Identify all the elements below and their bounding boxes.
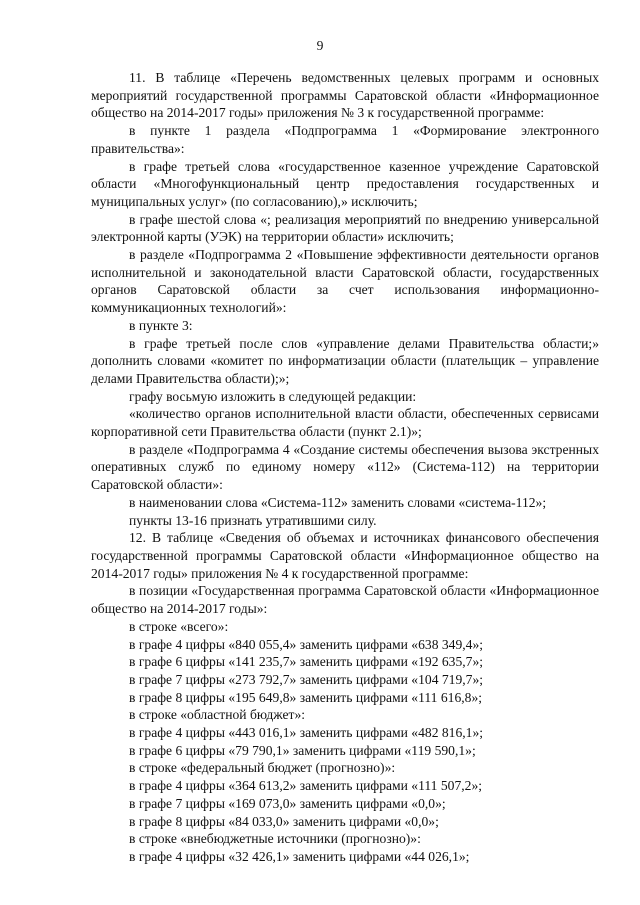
list-item: в графе 6 цифры «141 235,7» заменить цифрами «192 635,7»; bbox=[129, 654, 484, 670]
paragraph: «количество органов исполнительной власти области, обеспеченных сервисами корпоративной сети Правительства области (пункт 2.1)»; bbox=[91, 406, 599, 440]
paragraph: 11. В таблице «Перечень ведомственных целевых программ и основных мероприятий государственной программы Саратовской области «Информационное общество на 2014-2017 годы» приложения № 3 к государственной программе: bbox=[91, 70, 599, 121]
paragraph: в графе третьей слова «государственное казенное учреждение Саратовской области «Многофункциональный центр предоставления государственных и муниципальных услуг» (по согласованию),» исключить; bbox=[91, 158, 599, 209]
paragraph: в пункте 3: bbox=[129, 317, 193, 333]
list-item: в строке «всего»: bbox=[129, 618, 229, 634]
paragraph: пункты 13-16 признать утратившими силу. bbox=[129, 512, 377, 528]
paragraph: 12. В таблице «Сведения об объемах и источниках финансового обеспечения государственной программы Саратовской области «Информационное общество на 2014-2017 годы» приложения № 4 к государственной программе: bbox=[91, 530, 599, 581]
list-item: в графе 4 цифры «32 426,1» заменить цифрами «44 026,1»; bbox=[129, 848, 470, 864]
paragraph: в графе третьей после слов «управление делами Правительства области;» дополнить словами «комитет по информатизации области (плательщик – управление делами Правительства области);»; bbox=[91, 335, 599, 386]
paragraph: в разделе «Подпрограмма 2 «Повышение эффективности деятельности органов исполнительной и законодательной власти Саратовской области, государственных органов Саратовской области за счет использования информационно-коммуникационных технологий»: bbox=[91, 247, 599, 316]
paragraph: в разделе «Подпрограмма 4 «Создание системы обеспечения вызова экстренных оперативных служб по единому номеру «112» (Система-112) на территории Саратовской области»: bbox=[91, 441, 599, 493]
paragraph: в позиции «Государственная программа Саратовской области «Информационное общество на 2014-2017 годы»: bbox=[91, 583, 599, 617]
list-item: в графе 7 цифры «169 073,0» заменить цифрами «0,0»; bbox=[129, 795, 446, 811]
paragraph: в наименовании слова «Система-112» заменить словами «система-112»; bbox=[129, 494, 547, 510]
list-item: в графе 6 цифры «79 790,1» заменить цифрами «119 590,1»; bbox=[129, 742, 476, 758]
page-number: 9 bbox=[316, 38, 324, 53]
list-item: в графе 4 цифры «840 055,4» заменить цифрами «638 349,4»; bbox=[129, 636, 484, 652]
paragraph: в пункте 1 раздела «Подпрограмма 1 «Формирование электронного правительства»: bbox=[91, 123, 599, 156]
document-body bbox=[91, 69, 599, 866]
paragraph: графу восьмую изложить в следующей редакции: bbox=[129, 388, 417, 404]
list-item: в строке «областной бюджет»: bbox=[129, 707, 306, 723]
list-item: в графе 4 цифры «364 613,2» заменить цифрами «111 507,2»; bbox=[129, 778, 483, 794]
list-item: в графе 4 цифры «443 016,1» заменить цифрами «482 816,1»; bbox=[129, 725, 484, 741]
list-item: в графе 8 цифры «84 033,0» заменить цифрами «0,0»; bbox=[129, 813, 439, 829]
paragraph: в графе шестой слова «; реализация мероприятий по внедрению универсальной электронной карты (УЭК) на территории области» исключить; bbox=[91, 211, 599, 245]
list-item: в графе 7 цифры «273 792,7» заменить цифрами «104 719,7»; bbox=[129, 671, 484, 687]
list-item: в графе 8 цифры «195 649,8» заменить цифрами «111 616,8»; bbox=[129, 689, 483, 705]
list-item: в строке «федеральный бюджет (прогнозно)»: bbox=[129, 760, 396, 776]
list-item: в строке «внебюджетные источники (прогнозно)»: bbox=[129, 831, 421, 847]
